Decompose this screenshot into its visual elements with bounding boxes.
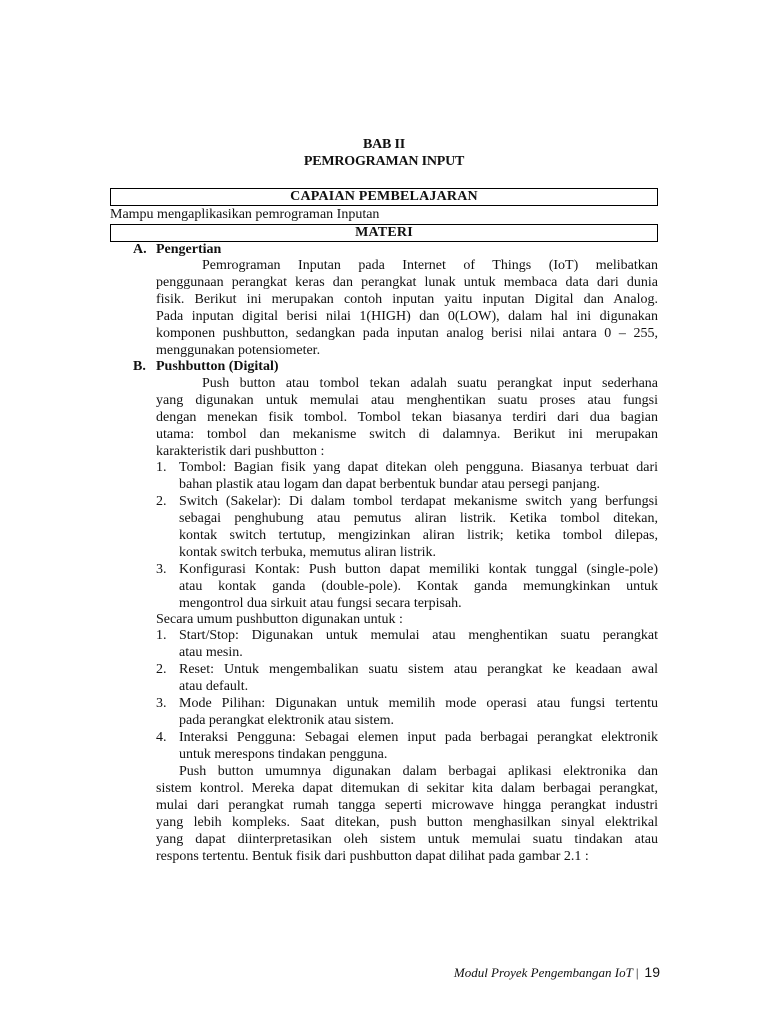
- characteristic-line: Switch (Sakelar): Di dalam tombol terdapat mekanisme switch yang berfungsi: [179, 494, 658, 509]
- use-line: Start/Stop: Digunakan untuk memulai atau menghentikan suatu perangkat: [179, 628, 658, 643]
- page-footer: [454, 964, 660, 981]
- closing-line: yang dapat diinterpretasikan oleh sistem untuk memulai suatu tindakan atau: [156, 832, 658, 847]
- characteristic-number: 2.: [156, 494, 167, 509]
- footer-separator: |: [635, 965, 639, 980]
- closing-line: yang lebih kompleks. Saat ditekan, push button menghasilkan sinyal elektrikal: [156, 815, 658, 830]
- use-number: 2.: [156, 662, 167, 677]
- use-line: pada perangkat elektronik atau sistem.: [179, 713, 394, 728]
- characteristic-number: 1.: [156, 460, 167, 475]
- section-b-title: Pushbutton (Digital): [156, 359, 279, 374]
- chapter-title: PEMROGRAMAN INPUT: [303, 154, 465, 169]
- section-b-label: B.: [133, 359, 146, 374]
- section-b-intro-line: dengan menekan fisik tombol. Tombol tekan biasanya terdiri dari dua bagian: [156, 410, 658, 425]
- section-b-intro-line: utama: tombol dan mekanisme switch di dalamnya. Berikut ini merupakan: [156, 427, 658, 442]
- use-line: atau default.: [179, 679, 249, 694]
- section-b-intro-line: yang digunakan untuk memulai atau menghentikan suatu proses atau fungsi: [156, 393, 658, 408]
- section-b-intro-line: karakteristik dari pushbutton :: [156, 444, 325, 459]
- closing-line: Push button umumnya digunakan dalam berbagai aplikasi elektronika dan: [179, 764, 658, 779]
- characteristic-line: bahan plastik atau logam dan dapat berbentuk bundar atau persegi panjang.: [179, 477, 601, 492]
- chapter-label: BAB II: [363, 137, 405, 152]
- characteristic-line: atau kontak ganda (double-pole). Kontak ganda memungkinkan untuk: [179, 579, 658, 594]
- use-line: Mode Pilihan: Digunakan untuk memilih mode operasi atau fungsi tertentu: [179, 696, 658, 711]
- closing-line: mulai dari perangkat rumah tangga seperti microwave hingga perangkat industri: [156, 798, 658, 813]
- use-number: 1.: [156, 628, 167, 643]
- characteristic-number: 3.: [156, 562, 167, 577]
- section-a-line: menggunakan potensiometer.: [156, 343, 321, 358]
- use-number: 4.: [156, 730, 167, 745]
- characteristic-line: kontak switch tertutup, mengizinkan aliran listrik; ketika tombol dilepas,: [179, 528, 658, 543]
- section-a-label: A.: [133, 242, 147, 257]
- characteristic-line: kontak switch terbuka, memutus aliran listrik.: [179, 545, 437, 560]
- uses-intro: Secara umum pushbutton digunakan untuk :: [156, 612, 403, 627]
- characteristic-line: mengontrol dua sirkuit atau fungsi secara terpisah.: [179, 596, 462, 611]
- use-line: untuk merespons tindakan pengguna.: [179, 747, 388, 762]
- section-a-line: komponen pushbutton, sedangkan pada inputan analog berisi nilai antara 0 – 255,: [156, 326, 658, 341]
- section-a-line: Pemrograman Inputan pada Internet of Things (IoT) melibatkan: [202, 258, 658, 273]
- footer-module-title: Modul Proyek Pengembangan IoT: [453, 965, 633, 980]
- section-a-line: Pada inputan digital berisi nilai 1(HIGH) dan 0(LOW), dalam hal ini digunakan: [156, 309, 658, 324]
- use-number: 3.: [156, 696, 167, 711]
- section-a-title: Pengertian: [156, 242, 222, 257]
- materi-heading-box: MATERI: [110, 224, 658, 242]
- page-number: 19: [644, 964, 660, 980]
- use-line: atau mesin.: [179, 645, 243, 660]
- section-a-line: penggunaan perangkat keras dan perangkat lunak untuk membaca data dari dunia: [156, 275, 658, 290]
- characteristic-line: Konfigurasi Kontak: Push button dapat memiliki kontak tunggal (single-pole): [179, 562, 658, 577]
- section-a-line: fisik. Berikut ini merupakan contoh inputan yaitu inputan Digital dan Analog.: [156, 292, 658, 307]
- characteristic-line: Tombol: Bagian fisik yang dapat ditekan oleh pengguna. Biasanya terbuat dari: [179, 460, 658, 475]
- closing-line: sistem kontrol. Mereka dapat ditemukan di sekitar kita dalam berbagai perangkat,: [156, 781, 658, 796]
- use-line: Interaksi Pengguna: Sebagai elemen input pada berbagai perangkat elektronik: [179, 730, 658, 745]
- characteristic-line: sebagai penghubung atau pemutus aliran listrik. Ketika tombol ditekan,: [179, 511, 658, 526]
- use-line: Reset: Untuk mengembalikan suatu sistem atau perangkat ke keadaan awal: [179, 662, 658, 677]
- capaian-text: Mampu mengaplikasikan pemrograman Inputan: [110, 207, 380, 222]
- capaian-heading-box: CAPAIAN PEMBELAJARAN: [110, 188, 658, 206]
- closing-line: respons tertentu. Bentuk fisik dari pushbutton dapat dilihat pada gambar 2.1 :: [156, 849, 589, 864]
- section-b-intro-line: Push button atau tombol tekan adalah suatu perangkat input sederhana: [202, 376, 658, 391]
